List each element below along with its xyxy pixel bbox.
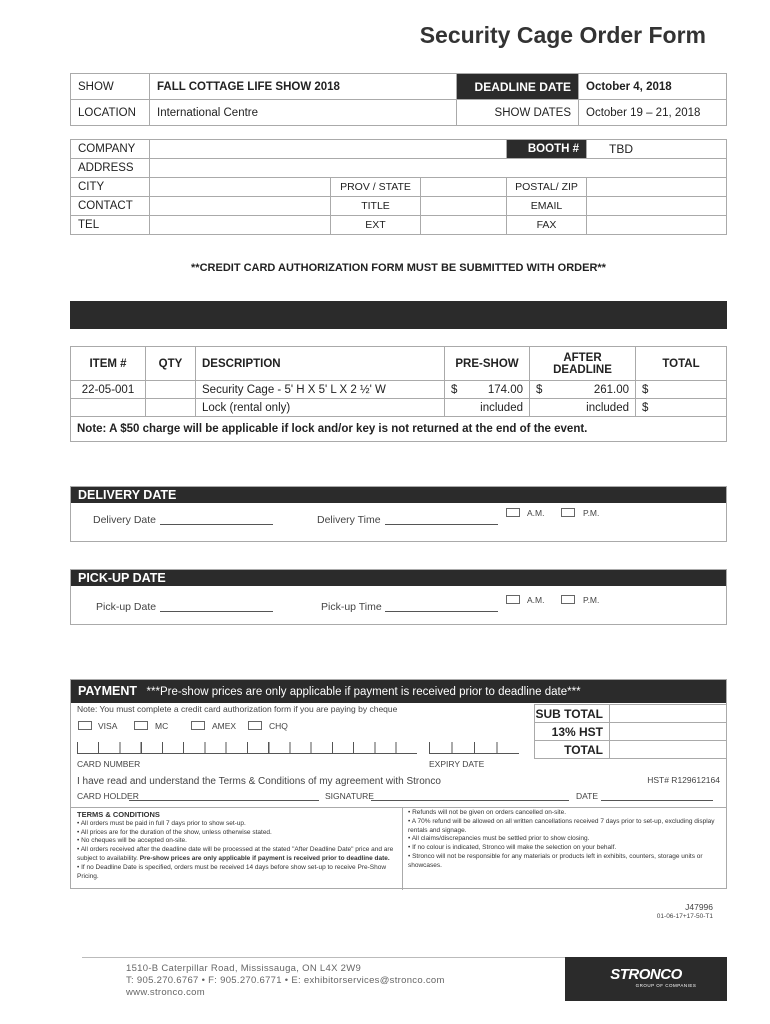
form-title: Security Cage Order Form xyxy=(419,22,706,48)
terms-right-item: • Refunds will not be given on orders cancelled on-site. xyxy=(408,809,567,816)
amex-checkbox[interactable] xyxy=(191,721,205,730)
tel-label: TEL xyxy=(71,216,150,235)
contact-field[interactable] xyxy=(150,197,331,216)
mc-checkbox[interactable] xyxy=(134,721,148,730)
subtotal-field[interactable] xyxy=(610,705,727,723)
row-item: 22-05-001 xyxy=(71,381,146,399)
payment-header-note: ***Pre-show prices are only applicable if payment is received prior to deadline date*** xyxy=(146,686,581,698)
row-total-field[interactable] xyxy=(636,399,727,417)
after-price: 261.00 xyxy=(593,383,629,396)
agreement-text: I have read and understand the Terms & Conditions of my agreement with Stronco xyxy=(77,776,441,787)
company-field[interactable] xyxy=(150,140,507,159)
delivery-date-field[interactable] xyxy=(160,513,273,525)
delivery-section xyxy=(70,486,727,542)
prov-label: PROV / STATE xyxy=(331,178,421,197)
title-field[interactable] xyxy=(421,197,507,216)
payment-header xyxy=(71,680,726,703)
pickup-am-checkbox[interactable] xyxy=(506,595,520,604)
logo-text: STRONCO xyxy=(610,966,682,983)
total-field[interactable] xyxy=(610,741,727,759)
signature-label: SIGNATURE xyxy=(325,791,374,801)
location-value: International Centre xyxy=(150,100,457,126)
terms-right-item: • If no colour is indicated, Stronco will make the selection on your behalf. xyxy=(408,844,617,852)
visa-label: VISA xyxy=(98,721,118,731)
delivery-date-label: Delivery Date xyxy=(93,514,157,526)
address-field[interactable] xyxy=(150,159,727,178)
hst-field[interactable] xyxy=(610,723,727,741)
header-total: TOTAL xyxy=(636,347,727,381)
terms-section xyxy=(71,807,726,889)
mc-label: MC xyxy=(155,721,169,731)
terms-left xyxy=(77,811,395,881)
show-dates-value: October 19 – 21, 2018 xyxy=(579,100,727,126)
terms-left-item: • All orders received after the deadline date will be processed at the stated "After Deadline Date" price and are subject to availability. xyxy=(77,846,394,862)
deadline-value: October 4, 2018 xyxy=(579,74,727,100)
ext-label: EXT xyxy=(331,216,421,235)
tel-field[interactable] xyxy=(150,216,331,235)
table-row xyxy=(71,381,727,399)
terms-right-item: • All claims/discrepancies must be settled prior to show closing. xyxy=(408,835,590,843)
pickup-pm-checkbox[interactable] xyxy=(561,595,575,604)
pickup-am-label: A.M. xyxy=(527,595,545,605)
pickup-date-label: Pick-up Date xyxy=(96,601,157,613)
delivery-am-checkbox[interactable] xyxy=(506,508,520,517)
row-after xyxy=(530,381,636,399)
terms-left-item: • If no Deadline Date is specified, orders must be received 14 days before show set-up to receive Pre-Show Pricing. xyxy=(77,863,387,880)
title-label: TITLE xyxy=(331,197,421,216)
ext-field[interactable] xyxy=(421,216,507,235)
header-item: ITEM # xyxy=(71,347,146,381)
signature-field[interactable] xyxy=(371,790,569,801)
email-field[interactable] xyxy=(587,197,727,216)
show-value: FALL COTTAGE LIFE SHOW 2018 xyxy=(150,74,457,100)
payment-title: PAYMENT xyxy=(78,684,138,698)
footer-address: 1510-B Caterpillar Road, Mississauga, ON L4X 2W9 xyxy=(126,963,362,974)
show-info-table xyxy=(70,73,727,126)
terms-divider xyxy=(402,808,403,890)
prov-field[interactable] xyxy=(421,178,507,197)
expiry-date-field[interactable] xyxy=(429,742,519,754)
footer xyxy=(82,957,727,1001)
chq-checkbox[interactable] xyxy=(248,721,262,730)
visa-checkbox[interactable] xyxy=(78,721,92,730)
terms-left-item-bold: Pre-show prices are only applicable if payment is received prior to deadline date. xyxy=(139,854,390,862)
pickup-date-field[interactable] xyxy=(160,600,273,612)
logo-subtext: GROUP OF COMPANIES xyxy=(635,983,697,988)
currency: $ xyxy=(451,383,458,396)
date-label: DATE xyxy=(576,791,599,801)
show-dates-label: SHOW DATES xyxy=(457,100,579,126)
amex-label: AMEX xyxy=(212,721,237,731)
deadline-label: DEADLINE DATE xyxy=(457,74,579,100)
row-item xyxy=(71,399,146,417)
header-preshow: PRE-SHOW xyxy=(445,347,530,381)
fax-label: FAX xyxy=(507,216,587,235)
show-label: SHOW xyxy=(71,74,150,100)
date-field[interactable] xyxy=(601,790,713,801)
terms-left-item: • No cheques will be accepted on-site. xyxy=(77,837,187,845)
row-qty-field[interactable] xyxy=(146,399,196,417)
header-after-deadline: AFTER DEADLINE xyxy=(530,347,636,381)
delivery-time-label: Delivery Time xyxy=(317,514,381,526)
card-number-field[interactable] xyxy=(77,742,417,754)
row-preshow xyxy=(445,381,530,399)
terms-right xyxy=(408,809,718,871)
email-label: EMAIL xyxy=(507,197,587,216)
booth-value: TBD xyxy=(587,140,727,159)
header-description: DESCRIPTION xyxy=(196,347,445,381)
footer-web: www.stronco.com xyxy=(126,987,205,998)
postal-field[interactable] xyxy=(587,178,727,197)
order-table xyxy=(70,346,727,442)
row-description: Security Cage - 5' H X 5' L X 2 ½' W xyxy=(196,381,445,399)
terms-left-item: • All orders must be paid in full 7 days prior to show set-up. xyxy=(77,819,246,827)
totals-table xyxy=(534,704,727,759)
pickup-time-field[interactable] xyxy=(385,600,498,612)
row-description: Lock (rental only) xyxy=(196,399,445,417)
pickup-section xyxy=(70,569,727,625)
stronco-logo xyxy=(565,957,727,1001)
preshow-price: included xyxy=(445,399,530,417)
terms-right-item: • A 70% refund will be allowed on all written cancellations received 7 days prior to set-up, excluding display rentals and signage. xyxy=(408,817,715,834)
delivery-am-label: A.M. xyxy=(527,508,545,518)
form-revision: 01-06-17+17-50-T1 xyxy=(656,913,713,920)
contact-label: CONTACT xyxy=(71,197,150,216)
hst-label: 13% HST xyxy=(535,723,610,741)
delivery-header: DELIVERY DATE xyxy=(71,487,726,503)
pickup-header: PICK-UP DATE xyxy=(71,570,726,586)
company-info-table xyxy=(70,139,727,235)
cc-note: Note: You must complete a credit card authorization form if you are paying by cheque xyxy=(77,704,398,714)
terms-right-item: • Stronco will not be responsible for any materials or products left in exhibits, counters, storage units or showcases. xyxy=(408,852,703,869)
booth-label: BOOTH # xyxy=(507,140,587,159)
delivery-pm-label: P.M. xyxy=(583,508,600,518)
chq-label: CHQ xyxy=(269,721,288,731)
delivery-pm-checkbox[interactable] xyxy=(561,508,575,517)
card-holder-field[interactable] xyxy=(129,790,319,801)
currency: $ xyxy=(642,401,649,414)
preshow-price: 174.00 xyxy=(487,383,523,396)
row-qty-field[interactable] xyxy=(146,381,196,399)
card-holder-label: CARD HOLDER xyxy=(77,791,139,801)
delivery-time-field[interactable] xyxy=(385,513,498,525)
address-label: ADDRESS xyxy=(71,159,150,178)
row-total-field[interactable] xyxy=(636,381,727,399)
terms-left-item: • All prices are for the duration of the show, unless otherwise stated. xyxy=(77,828,272,836)
city-field[interactable] xyxy=(150,178,331,197)
fax-field[interactable] xyxy=(587,216,727,235)
total-label: TOTAL xyxy=(535,741,610,759)
terms-title: TERMS & CONDITIONS xyxy=(77,810,160,819)
subtotal-label: SUB TOTAL xyxy=(535,705,610,723)
expiry-label: EXPIRY DATE xyxy=(429,759,485,769)
payment-section xyxy=(70,679,727,889)
form-code: J47996 xyxy=(685,902,713,912)
city-label: CITY xyxy=(71,178,150,197)
pickup-pm-label: P.M. xyxy=(583,595,600,605)
company-label: COMPANY xyxy=(71,140,150,159)
footer-phone: T: 905.270.6767 • F: 905.270.6771 • E: exhibitorservices@stronco.com xyxy=(126,975,445,986)
hst-number: HST# R129612164 xyxy=(647,775,720,785)
section-divider-bar xyxy=(70,301,727,329)
table-row xyxy=(71,399,727,417)
footer-contact xyxy=(126,963,445,999)
postal-label: POSTAL/ ZIP xyxy=(507,178,587,197)
credit-notice: **CREDIT CARD AUTHORIZATION FORM MUST BE SUBMITTED WITH ORDER** xyxy=(191,262,606,274)
after-price: included xyxy=(530,399,636,417)
location-label: LOCATION xyxy=(71,100,150,126)
card-number-label: CARD NUMBER xyxy=(77,759,141,769)
currency: $ xyxy=(536,383,543,396)
pickup-time-label: Pick-up Time xyxy=(321,601,382,613)
header-qty: QTY xyxy=(146,347,196,381)
currency: $ xyxy=(642,383,649,396)
order-note: Note: A $50 charge will be applicable if lock and/or key is not returned at the end of the event. xyxy=(71,417,727,442)
